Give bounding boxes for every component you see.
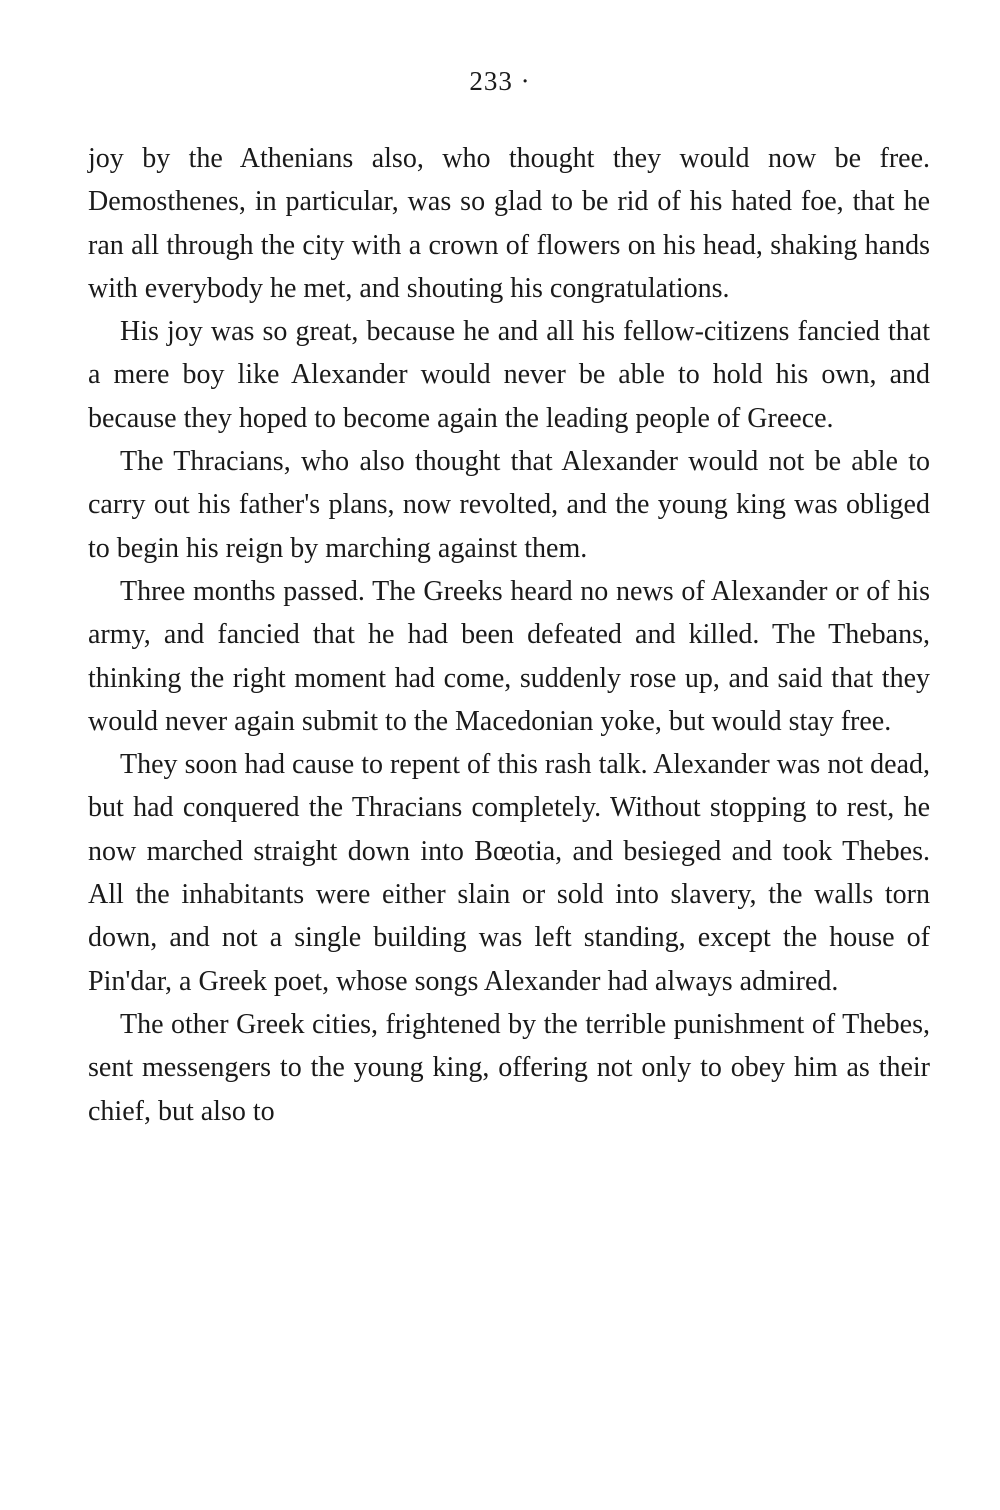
- body-text: [88, 137, 930, 1133]
- paragraph-3: The Thracians, who also thought that Alexander would not be able to carry out his father's plans, now revolted, and the young king was obliged to begin his reign by marching against them.: [88, 446, 930, 564]
- paragraph-2: His joy was so great, because he and all his fellow-citizens fancied that a mere boy like Alexander would never be able to hold his own, and because they hoped to become again the leading people of Greece.: [88, 316, 930, 434]
- paragraph-6: The other Greek cities, frightened by the terrible punishment of Thebes, sent messengers to the young king, offering not only to obey him as their chief, but also to: [88, 1008, 930, 1127]
- paragraph-1: joy by the Athenians also, who thought they would now be free. Demosthenes, in particular, was so glad to be rid of his hated foe, that he ran all through the city with a crown of flowers on his head, shaking hands with everybody he met, and shouting his congratulations.: [88, 143, 930, 304]
- paragraph-5: They soon had cause to repent of this rash talk. Alexander was not dead, but had conquered the Thracians completely. Without stopping to rest, he now marched straight down into Bœotia, and besieged and took Thebes. All the inhabitants were either slain or sold into slavery, the walls torn down, and not a single building was left standing, except the house of Pin'dar, a Greek poet, whose songs Alexander had always admired.: [88, 749, 930, 997]
- paragraph-4: Three months passed. The Greeks heard no news of Alexander or of his army, and fancied that he had been defeated and killed. The Thebans, thinking the right moment had come, suddenly rose up, and said that they would never again submit to the Macedonian yoke, but would stay free.: [88, 575, 930, 737]
- page-number: 233 ·: [469, 66, 531, 96]
